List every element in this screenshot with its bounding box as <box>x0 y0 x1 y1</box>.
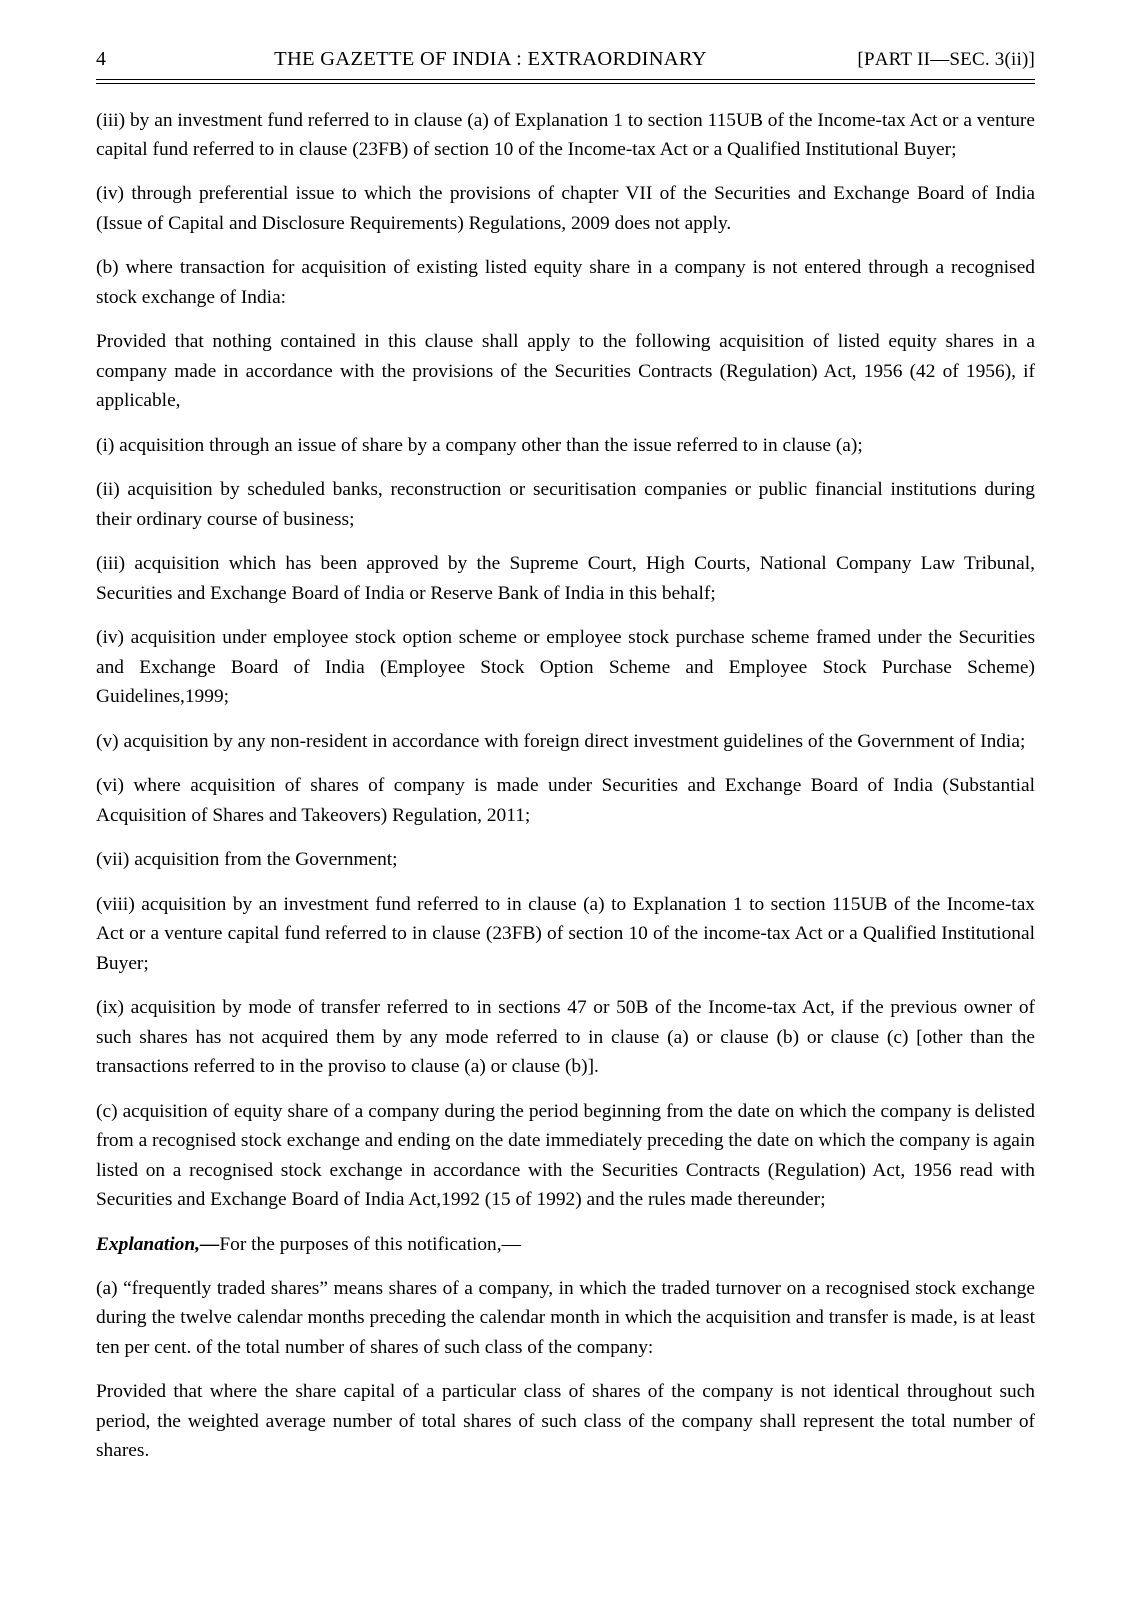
paragraph-clause-b-proviso: Provided that nothing contained in this clause shall apply to the following acquisition of listed equity shares in a company made in accordance with the provisions of the Securities Contracts (Regulation) Act, 1956 (42 of 1956), if applicable, <box>96 331 1035 412</box>
paragraph-clause-b-iv: (iv) acquisition under employee stock option scheme or employee stock purchase scheme framed under the Securities and Exchange Board of India (Employee Stock Option Scheme and Employee Stock Purchase Scheme) Guidelines,1999; <box>96 627 1035 708</box>
page-header <box>96 40 1035 77</box>
part-section-label <box>825 49 1035 71</box>
paragraph-clause-b-i: (i) acquisition through an issue of share by a company other than the issue referred to in clause (a); <box>96 434 863 456</box>
part-middle: II—S <box>912 49 961 70</box>
gazette-title: THE GAZETTE OF INDIA : EXTRAORDINARY <box>274 48 707 70</box>
paragraph-clause-b-vi: (vi) where acquisition of shares of company is made under Securities and Exchange Board of India (Substantial Acquisition of Shares and Takeovers) Regulation, 2011; <box>96 775 1035 826</box>
explanation-heading <box>96 1230 1035 1259</box>
paragraph-clause-b-ix: (ix) acquisition by mode of transfer referred to in sections 47 or 50B of the Income-tax Act, if the previous owner of such shares has not acquired them by any mode referred to in clause (a) or clause (b) or clause (c) [other than the transactions referred to in the proviso to clause (a) or clause (b)]. <box>96 997 1035 1078</box>
paragraph-clause-b-iii: (iii) acquisition which has been approved by the Supreme Court, High Courts, National Company Law Tribunal, Securities and Exchange Board of India or Reserve Bank of India in this behalf; <box>96 553 1035 604</box>
explanation-lead: For the purposes of this notification,— <box>219 1233 521 1255</box>
explanation-clause-a: (a) “frequently traded shares” means shares of a company, in which the traded turnover on a recognised stock exchange during the twelve calendar months preceding the calendar month in which the acquisition and transfer is made, is at least ten per cent. of the total number of shares of such class of the company: <box>96 1278 1035 1358</box>
explanation-proviso: Provided that where the share capital of a particular class of shares of the company is not identical throughout such period, the weighted average number of total shares of such class of the company shall represent the total number of shares. <box>96 1381 1035 1462</box>
paragraph-clause-b: (b) where transaction for acquisition of existing listed equity share in a company is not entered through a recognised stock exchange of India: <box>96 257 1035 308</box>
paragraph-clause-b-ii: (ii) acquisition by scheduled banks, reconstruction or securitisation companies or public financial institutions during their ordinary course of business; <box>96 479 1035 530</box>
page-number: 4 <box>96 48 107 70</box>
paragraph-clause-c: (c) acquisition of equity share of a company during the period beginning from the date on which the company is delisted from a recognised stock exchange and ending on the date immediately preceding the date on which the company is again listed on a recognised stock exchange in accordance with the Securities Contracts (Regulation) Act, 1956 read with Securities and Exchange Board of India Act,1992 (15 of 1992) and the rules made thereunder; <box>96 1100 1035 1211</box>
sec-word: EC <box>960 49 985 70</box>
paragraph-clause-b-viii: (viii) acquisition by an investment fund referred to in clause (a) to Explanation 1 to section 115UB of the Income-tax Act or a venture capital fund referred to in clause (23FB) of section 10 of the income-tax Act or a Qualified Institutional Buyer; <box>96 893 1035 974</box>
explanation-label: Explanation,— <box>96 1233 220 1255</box>
document-body <box>96 106 1035 1466</box>
paragraph-clause-b-vii: (vii) acquisition from the Government; <box>96 849 398 871</box>
paragraph-clause-b-v: (v) acquisition by any non-resident in accordance with foreign direct investment guidelines of the Government of India; <box>96 730 1026 752</box>
part-prefix: [P <box>857 49 875 70</box>
paragraph-clause-a-iv: (iv) through preferential issue to which the provisions of chapter VII of the Securities and Exchange Board of India (Issue of Capital and Disclosure Requirements) Regulations, 2009 does not apply. <box>96 183 1035 234</box>
part-suffix: . 3(ii)] <box>984 49 1035 70</box>
header-divider <box>96 79 1035 84</box>
paragraph-clause-a-iii: (iii) by an investment fund referred to in clause (a) of Explanation 1 to section 115UB of the Income-tax Act or a venture capital fund referred to in clause (23FB) of section 10 of the Income-tax Act or a Qualified Institutional Buyer; <box>96 109 1035 160</box>
part-word: ART <box>874 49 913 70</box>
